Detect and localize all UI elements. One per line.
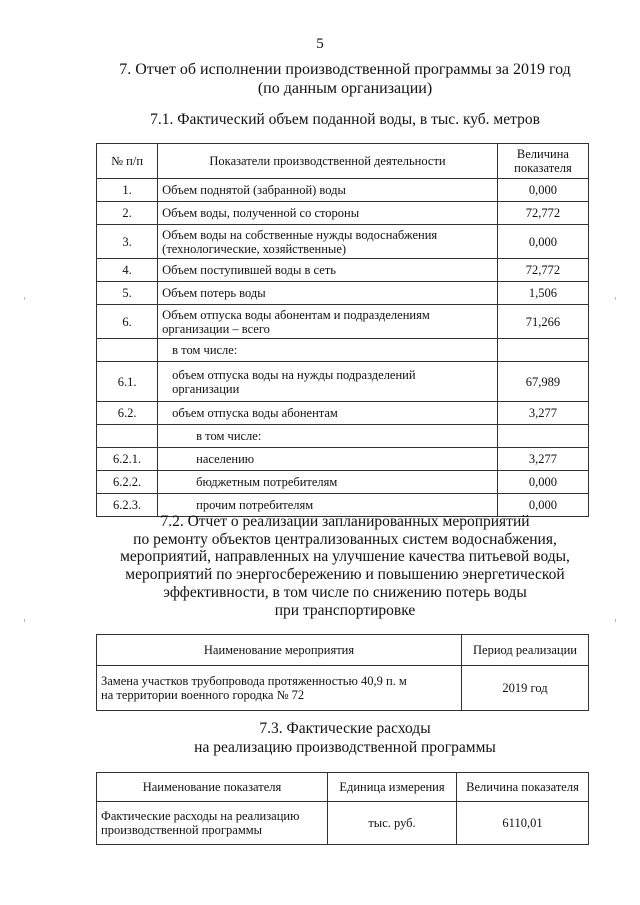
measure-period: 2019 год xyxy=(462,666,589,711)
measure-name-line2: на территории военного городка № 72 xyxy=(101,688,305,702)
row-num: 6.2.3. xyxy=(97,494,158,517)
row-value: 72,772 xyxy=(497,202,588,225)
row-value: 0,000 xyxy=(497,179,588,202)
row-name: Объем поступившей воды в сеть xyxy=(158,259,498,282)
row-name-line1: Объем отпуска воды абонентам и подразделениям xyxy=(162,307,430,322)
row-value: 0,000 xyxy=(497,225,588,259)
row-name: прочим потребителям xyxy=(158,494,498,517)
report-heading-line2: (по данным организации) xyxy=(257,80,433,97)
section-72-title-line: по ремонту объектов централизованных систем водоснабжения, xyxy=(133,530,557,548)
section-72-title-line: эффективности, в том числе по снижению потерь воды xyxy=(163,583,527,601)
expenses-table xyxy=(96,772,589,845)
row-name: населению xyxy=(158,448,498,471)
row-name: в том числе: xyxy=(158,339,498,362)
row-name-line1: объем отпуска воды на нужды подразделений xyxy=(172,367,416,382)
row-name: Объем потерь воды xyxy=(158,282,498,305)
row-num: 6.2.1. xyxy=(97,448,158,471)
col-header-value xyxy=(497,144,588,179)
col-header-measure: Наименование мероприятия xyxy=(97,635,462,666)
table-row xyxy=(97,282,589,305)
expense-name-line1: Фактические расходы на реализацию xyxy=(101,809,300,823)
margin-mark xyxy=(615,619,616,622)
measure-name-line1: Замена участков трубопровода протяженностью 40,9 п. м xyxy=(101,674,407,688)
expense-value: 6110,01 xyxy=(457,802,589,845)
row-name: бюджетным потребителям xyxy=(158,471,498,494)
row-value xyxy=(497,339,588,362)
col-header-period: Период реализации xyxy=(462,635,589,666)
row-name-line2: организации xyxy=(172,381,240,396)
section-72-title-line: при транспортировке xyxy=(274,601,416,619)
row-value: 72,772 xyxy=(497,259,588,282)
row-name-line2: (технологические, хозяйственные) xyxy=(162,241,347,256)
row-num: 6. xyxy=(97,305,158,339)
margin-mark xyxy=(24,297,25,300)
section-73-title-line1: 7.3. Фактические расходы xyxy=(259,720,431,737)
section-72-title-line: мероприятий по энергосбережению и повышению энергетической xyxy=(125,566,565,584)
report-heading xyxy=(0,60,640,98)
row-value: 71,266 xyxy=(497,305,588,339)
table-row xyxy=(97,179,589,202)
row-num: 1. xyxy=(97,179,158,202)
row-name xyxy=(158,305,498,339)
row-value: 3,277 xyxy=(497,402,588,425)
col-header-value-line1: Величина xyxy=(516,147,569,161)
row-value xyxy=(497,425,588,448)
measure-name xyxy=(97,666,462,711)
row-num: 6.2.2. xyxy=(97,471,158,494)
row-name: объем отпуска воды абонентам xyxy=(158,402,498,425)
table-row xyxy=(97,402,589,425)
row-num: 6.2. xyxy=(97,402,158,425)
table-header-row xyxy=(97,773,589,802)
row-value: 1,506 xyxy=(497,282,588,305)
row-num: 4. xyxy=(97,259,158,282)
table-row xyxy=(97,305,589,339)
row-value: 67,989 xyxy=(497,362,588,402)
row-num xyxy=(97,339,158,362)
table-row xyxy=(97,202,589,225)
table-row xyxy=(97,802,589,845)
row-name: Объем воды, полученной со стороны xyxy=(158,202,498,225)
row-value: 3,277 xyxy=(497,448,588,471)
section-72-title-line: мероприятий, направленных на улучшение качества питьевой воды, xyxy=(120,548,570,566)
section-73-title-line2: на реализацию производственной программы xyxy=(194,739,496,756)
table-row xyxy=(97,425,589,448)
row-name-line2: организации – всего xyxy=(162,321,270,336)
section-71-title: 7.1. Фактический объем поданной воды, в тыс. куб. метров xyxy=(150,111,540,128)
table-header-row xyxy=(97,144,589,179)
report-heading-line1: 7. Отчет об исполнении производственной программы за 2019 год xyxy=(119,61,571,78)
table-header-row xyxy=(97,635,589,666)
col-header-num: № п/п xyxy=(97,144,158,179)
expense-unit: тыс. руб. xyxy=(328,802,457,845)
row-num: 6.1. xyxy=(97,362,158,402)
margin-mark xyxy=(24,619,25,622)
col-header-value-line2: показателя xyxy=(514,161,572,175)
row-num: 2. xyxy=(97,202,158,225)
table-row xyxy=(97,362,589,402)
section-72-title xyxy=(0,513,640,619)
row-value: 0,000 xyxy=(497,494,588,517)
col-header-amount: Величина показателя xyxy=(457,773,589,802)
section-73-title xyxy=(0,719,640,757)
table-row xyxy=(97,666,589,711)
row-name: Объем поднятой (забранной) воды xyxy=(158,179,498,202)
margin-mark xyxy=(615,297,616,300)
expense-name xyxy=(97,802,328,845)
row-num: 5. xyxy=(97,282,158,305)
row-name-line1: Объем воды на собственные нужды водоснабжения xyxy=(162,227,438,242)
measures-table xyxy=(96,634,589,711)
expense-name-line2: производственной программы xyxy=(101,823,263,837)
table-row xyxy=(97,339,589,362)
row-name xyxy=(158,225,498,259)
row-name xyxy=(158,362,498,402)
table-row xyxy=(97,448,589,471)
row-num: 3. xyxy=(97,225,158,259)
section-72-title-line: 7.2. Отчет о реализации запланированных мероприятий xyxy=(160,513,530,530)
table-row xyxy=(97,225,589,259)
row-name: в том числе: xyxy=(158,425,498,448)
col-header-indicator: Наименование показателя xyxy=(97,773,328,802)
page-number: 5 xyxy=(316,36,324,52)
table-row xyxy=(97,259,589,282)
row-num xyxy=(97,425,158,448)
col-header-name: Показатели производственной деятельности xyxy=(158,144,498,179)
table-row xyxy=(97,471,589,494)
col-header-unit: Единица измерения xyxy=(328,773,457,802)
row-value: 0,000 xyxy=(497,471,588,494)
water-volume-table xyxy=(96,143,589,517)
